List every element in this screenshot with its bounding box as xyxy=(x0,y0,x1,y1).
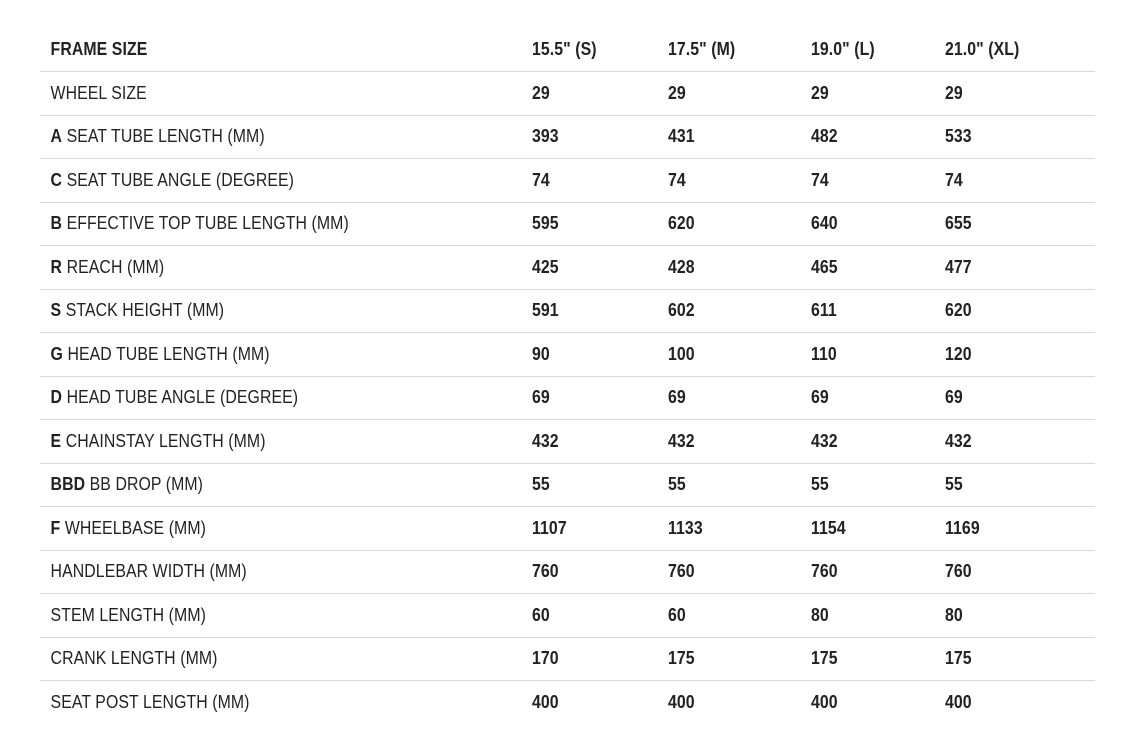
frame-size-header: FRAME SIZE xyxy=(50,39,148,59)
dimension-letter: C xyxy=(50,169,63,190)
size-header-l: 19.0" (L) xyxy=(811,39,875,59)
table-row xyxy=(40,333,1095,377)
value-cell: 175 xyxy=(668,648,695,669)
dimension-letter: B xyxy=(50,213,63,234)
value-cell: 591 xyxy=(532,300,559,321)
value-cell: 400 xyxy=(811,692,838,713)
value-cell: 74 xyxy=(532,169,550,190)
row-label xyxy=(40,431,473,452)
value-cell: 74 xyxy=(668,169,686,190)
measurement-name: HEAD TUBE ANGLE (DEGREE) xyxy=(62,387,299,408)
measurement-name: HEAD TUBE LENGTH (MM) xyxy=(62,343,270,364)
row-label xyxy=(40,344,473,365)
dimension-letter: F xyxy=(50,517,61,538)
value-cell: 55 xyxy=(945,474,963,495)
value-cell: 29 xyxy=(668,82,686,103)
value-cell: 74 xyxy=(811,169,829,190)
value-cell: 80 xyxy=(811,604,829,625)
measurement-name: SEAT POST LENGTH (MM) xyxy=(50,692,250,713)
dimension-letter: A xyxy=(50,126,63,147)
dimension-letter: G xyxy=(50,343,63,364)
value-cell: 55 xyxy=(532,474,550,495)
row-label xyxy=(40,213,473,234)
table-row xyxy=(40,116,1095,160)
value-cell: 1133 xyxy=(668,517,703,538)
row-label xyxy=(40,387,473,408)
measurement-name: CRANK LENGTH (MM) xyxy=(50,648,218,669)
row-label xyxy=(40,648,473,669)
table-header-row xyxy=(40,28,1095,72)
value-cell: 611 xyxy=(811,300,837,321)
value-cell: 425 xyxy=(532,256,559,277)
value-cell: 432 xyxy=(811,430,838,451)
measurement-name: CHAINSTAY LENGTH (MM) xyxy=(61,430,266,451)
measurement-name: STACK HEIGHT (MM) xyxy=(61,300,225,321)
value-cell: 620 xyxy=(945,300,972,321)
value-cell: 760 xyxy=(811,561,838,582)
row-label xyxy=(40,605,473,626)
table-row xyxy=(40,594,1095,638)
value-cell: 432 xyxy=(945,430,972,451)
row-label xyxy=(40,257,473,278)
value-cell: 602 xyxy=(668,300,695,321)
size-header-m: 17.5" (M) xyxy=(668,39,736,59)
dimension-letter: R xyxy=(50,256,63,277)
row-label xyxy=(40,126,473,147)
value-cell: 595 xyxy=(532,213,559,234)
value-cell: 477 xyxy=(945,256,972,277)
value-cell: 55 xyxy=(668,474,686,495)
dimension-letter: BBD xyxy=(50,474,86,495)
table-row xyxy=(40,290,1095,334)
value-cell: 60 xyxy=(668,604,686,625)
value-cell: 69 xyxy=(945,387,963,408)
table-row xyxy=(40,681,1095,725)
table-row xyxy=(40,72,1095,116)
table-row xyxy=(40,420,1095,464)
row-label xyxy=(40,474,473,495)
value-cell: 100 xyxy=(668,343,695,364)
value-cell: 80 xyxy=(945,604,963,625)
value-cell: 60 xyxy=(532,604,550,625)
value-cell: 74 xyxy=(945,169,963,190)
size-header-xl: 21.0" (XL) xyxy=(945,39,1020,59)
value-cell: 1169 xyxy=(945,517,980,538)
dimension-letter: E xyxy=(50,430,62,451)
value-cell: 482 xyxy=(811,126,838,147)
measurement-name: WHEEL SIZE xyxy=(50,82,147,103)
value-cell: 110 xyxy=(811,343,837,364)
value-cell: 431 xyxy=(668,126,695,147)
value-cell: 760 xyxy=(668,561,695,582)
value-cell: 175 xyxy=(811,648,838,669)
value-cell: 655 xyxy=(945,213,972,234)
value-cell: 428 xyxy=(668,256,695,277)
table-row xyxy=(40,246,1095,290)
row-label xyxy=(40,561,473,582)
dimension-letter: S xyxy=(50,300,62,321)
value-cell: 29 xyxy=(532,82,550,103)
value-cell: 170 xyxy=(532,648,559,669)
table-body xyxy=(40,72,1095,725)
measurement-name: WHEELBASE (MM) xyxy=(60,517,206,538)
value-cell: 640 xyxy=(811,213,838,234)
value-cell: 1154 xyxy=(811,517,846,538)
value-cell: 620 xyxy=(668,213,695,234)
table-row xyxy=(40,507,1095,551)
dimension-letter: D xyxy=(50,387,63,408)
value-cell: 432 xyxy=(668,430,695,451)
value-cell: 69 xyxy=(668,387,686,408)
row-label xyxy=(40,518,473,539)
geometry-table xyxy=(40,28,1095,725)
row-label xyxy=(40,83,473,104)
value-cell: 533 xyxy=(945,126,972,147)
measurement-name: SEAT TUBE ANGLE (DEGREE) xyxy=(62,169,295,190)
value-cell: 55 xyxy=(811,474,829,495)
value-cell: 29 xyxy=(811,82,829,103)
table-row xyxy=(40,203,1095,247)
value-cell: 432 xyxy=(532,430,559,451)
measurement-name: BB DROP (MM) xyxy=(85,474,204,495)
measurement-name: STEM LENGTH (MM) xyxy=(50,604,206,625)
value-cell: 393 xyxy=(532,126,559,147)
size-header-s: 15.5" (S) xyxy=(532,39,597,59)
value-cell: 400 xyxy=(532,692,559,713)
value-cell: 120 xyxy=(945,343,972,364)
value-cell: 175 xyxy=(945,648,972,669)
row-label xyxy=(40,692,473,713)
measurement-name: EFFECTIVE TOP TUBE LENGTH (MM) xyxy=(62,213,349,234)
measurement-name: HANDLEBAR WIDTH (MM) xyxy=(50,561,247,582)
row-label xyxy=(40,170,473,191)
table-row xyxy=(40,551,1095,595)
table-row xyxy=(40,464,1095,508)
value-cell: 1107 xyxy=(532,517,567,538)
table-row xyxy=(40,638,1095,682)
value-cell: 400 xyxy=(945,692,972,713)
value-cell: 465 xyxy=(811,256,838,277)
value-cell: 400 xyxy=(668,692,695,713)
measurement-name: REACH (MM) xyxy=(62,256,165,277)
table-row xyxy=(40,377,1095,421)
measurement-name: SEAT TUBE LENGTH (MM) xyxy=(62,126,265,147)
value-cell: 29 xyxy=(945,82,963,103)
row-label xyxy=(40,300,473,321)
table-row xyxy=(40,159,1095,203)
value-cell: 760 xyxy=(532,561,559,582)
value-cell: 760 xyxy=(945,561,972,582)
value-cell: 69 xyxy=(532,387,550,408)
value-cell: 69 xyxy=(811,387,829,408)
value-cell: 90 xyxy=(532,343,550,364)
